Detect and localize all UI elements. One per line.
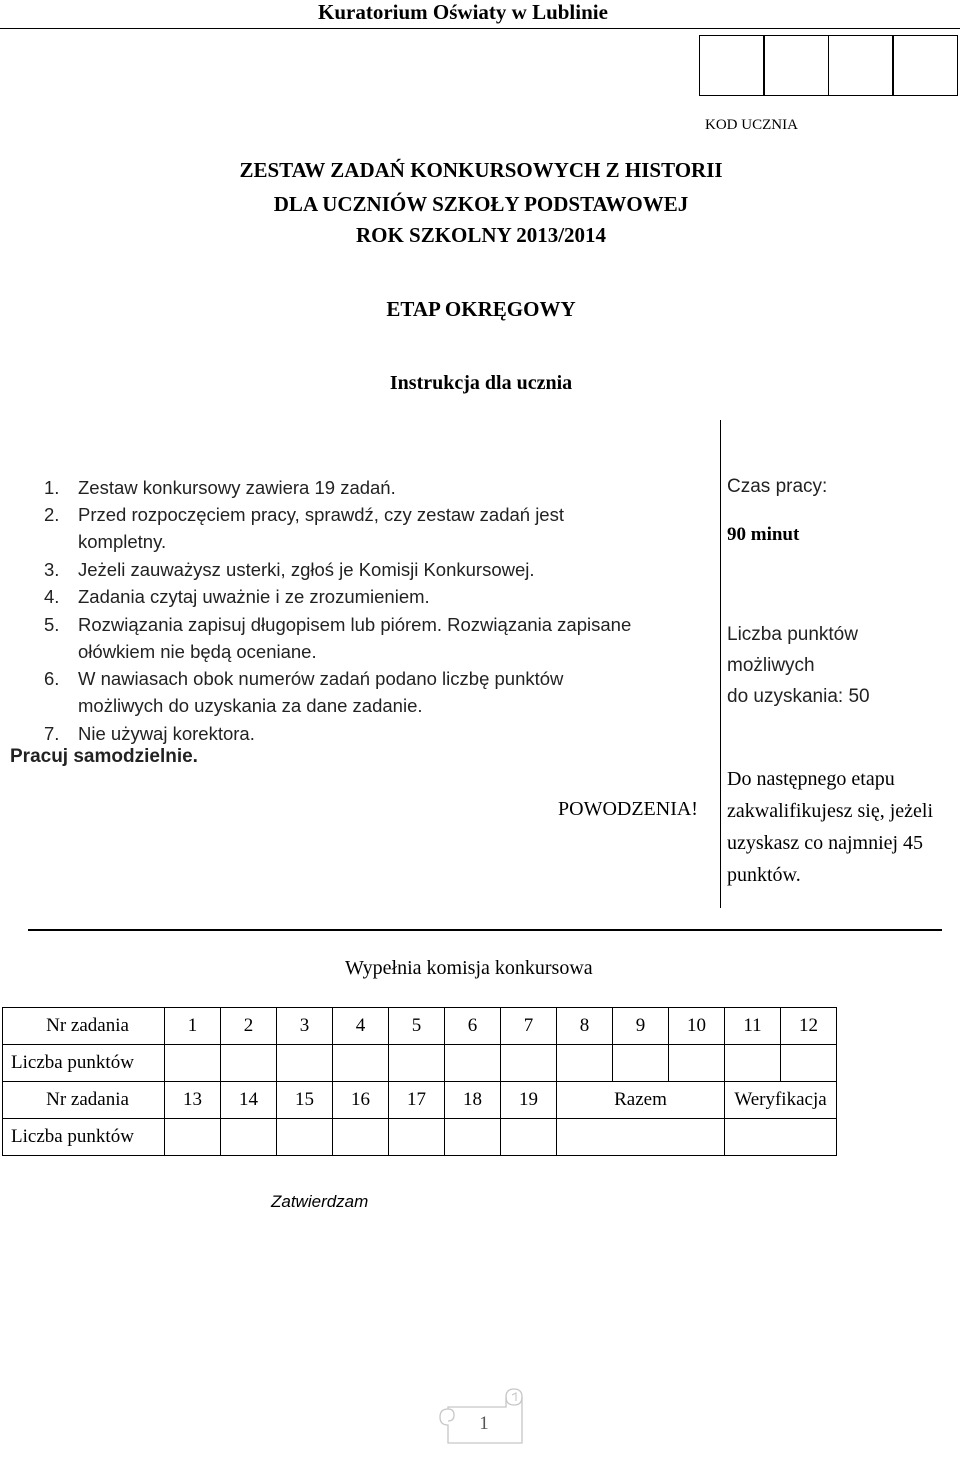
task-number-cell: 17 (389, 1082, 445, 1119)
instruction-text: kompletny. (78, 531, 167, 552)
student-code-box[interactable] (828, 35, 894, 96)
points-row (3, 1119, 837, 1156)
points-cell[interactable] (557, 1045, 613, 1082)
page-number: 1 (479, 1413, 489, 1434)
committee-heading: Wypełnia komisja konkursowa (345, 957, 593, 979)
row-label: Liczba punktów (3, 1119, 165, 1156)
instruction-text: możliwych do uzyskania za dane zadanie. (78, 695, 423, 716)
points-line-3: do uzyskania: 50 (727, 686, 870, 707)
task-number-cell: 16 (333, 1082, 389, 1119)
section-divider (28, 929, 942, 931)
task-number-row (3, 1082, 837, 1119)
points-cell[interactable] (389, 1119, 445, 1156)
row-label: Nr zadania (3, 1008, 165, 1045)
student-code-label: KOD UCZNIA (705, 117, 798, 133)
points-line-1: Liczba punktów (727, 624, 858, 645)
points-cell[interactable] (445, 1119, 501, 1156)
next-stage-line-2: zakwalifikujesz się, jeżeli (727, 800, 934, 822)
points-line-2: możliwych (727, 655, 815, 676)
task-number-cell: 14 (221, 1082, 277, 1119)
time-label: Czas pracy: (727, 476, 828, 497)
points-row (3, 1045, 837, 1082)
points-cell[interactable] (277, 1045, 333, 1082)
points-cell[interactable] (333, 1045, 389, 1082)
student-code-box[interactable] (892, 35, 958, 96)
work-alone-note: Pracuj samodzielnie. (10, 746, 198, 767)
approve-label: Zatwierdzam (271, 1192, 369, 1211)
instruction-text: W nawiasach obok numerów zadań podano liczbę punktów (78, 668, 564, 689)
instruction-number: 4. (44, 586, 60, 607)
verification-cell[interactable] (725, 1119, 837, 1156)
task-number-cell: 2 (221, 1008, 277, 1045)
points-cell[interactable] (165, 1045, 221, 1082)
task-number-cell: 19 (501, 1082, 557, 1119)
task-number-cell: 13 (165, 1082, 221, 1119)
instructions-heading: Instrukcja dla ucznia (389, 372, 573, 394)
student-code-box[interactable] (763, 35, 829, 96)
instruction-number: 6. (44, 668, 60, 689)
points-cell[interactable] (501, 1045, 557, 1082)
student-code-box[interactable] (699, 35, 765, 96)
next-stage-line-1: Do następnego etapu (727, 768, 895, 790)
task-number-cell: 6 (445, 1008, 501, 1045)
task-number-cell: 8 (557, 1008, 613, 1045)
points-cell[interactable] (613, 1045, 669, 1082)
instruction-text: Zadania czytaj uważnie i ze zrozumieniem. (78, 586, 430, 607)
points-cell[interactable] (445, 1045, 501, 1082)
organization-name: Kuratorium Oświaty w Lublinie (318, 0, 608, 24)
instruction-text: Nie używaj korektora. (78, 723, 255, 744)
stage-title: ETAP OKRĘGOWY (386, 297, 576, 321)
task-number-cell: 1 (165, 1008, 221, 1045)
row-label: Liczba punktów (3, 1045, 165, 1082)
points-cell[interactable] (165, 1119, 221, 1156)
total-cell[interactable] (557, 1119, 725, 1156)
points-cell[interactable] (781, 1045, 837, 1082)
points-cell[interactable] (277, 1119, 333, 1156)
page-number-badge (436, 1385, 532, 1445)
instruction-number: 2. (44, 504, 60, 525)
title-line-2: DLA UCZNIÓW SZKOŁY PODSTAWOWEJ (273, 192, 689, 216)
verification-header: Weryfikacja (725, 1082, 837, 1119)
task-number-row (3, 1008, 837, 1045)
task-number-cell: 15 (277, 1082, 333, 1119)
total-header: Razem (557, 1082, 725, 1119)
task-number-cell: 10 (669, 1008, 725, 1045)
points-cell[interactable] (669, 1045, 725, 1082)
points-cell[interactable] (333, 1119, 389, 1156)
student-code-boxes (700, 35, 958, 96)
task-number-cell: 11 (725, 1008, 781, 1045)
task-number-cell: 9 (613, 1008, 669, 1045)
instruction-number: 1. (44, 477, 60, 498)
points-cell[interactable] (501, 1119, 557, 1156)
header-bar (0, 0, 960, 29)
instruction-text: Zestaw konkursowy zawiera 19 zadań. (78, 477, 396, 498)
instruction-number: 3. (44, 559, 60, 580)
good-luck-text: POWODZENIA! (558, 798, 698, 820)
instruction-number: 7. (44, 723, 60, 744)
column-divider (720, 420, 721, 908)
task-number-cell: 7 (501, 1008, 557, 1045)
points-cell[interactable] (221, 1045, 277, 1082)
task-number-cell: 5 (389, 1008, 445, 1045)
next-stage-line-4: punktów. (727, 864, 801, 886)
points-cell[interactable] (725, 1045, 781, 1082)
instruction-text: Przed rozpoczęciem pracy, sprawdź, czy zestaw zadań jest (78, 504, 564, 525)
title-line-3: ROK SZKOLNY 2013/2014 (355, 223, 607, 247)
title-line-1: ZESTAW ZADAŃ KONKURSOWYCH Z HISTORII (239, 158, 723, 182)
task-number-cell: 4 (333, 1008, 389, 1045)
points-cell[interactable] (221, 1119, 277, 1156)
instruction-text: ołówkiem nie będą oceniane. (78, 641, 317, 662)
instruction-text: Jeżeli zauważysz usterki, zgłoś je Komisji Konkursowej. (78, 559, 535, 580)
score-table (2, 1007, 837, 1156)
task-number-cell: 3 (277, 1008, 333, 1045)
row-label: Nr zadania (3, 1082, 165, 1119)
task-number-cell: 12 (781, 1008, 837, 1045)
instruction-number: 5. (44, 614, 60, 635)
instruction-text: Rozwiązania zapisuj długopisem lub piórem. Rozwiązania zapisane (78, 614, 632, 635)
task-number-cell: 18 (445, 1082, 501, 1119)
time-value: 90 minut (727, 524, 800, 545)
points-cell[interactable] (389, 1045, 445, 1082)
next-stage-line-3: uzyskasz co najmniej 45 (727, 832, 924, 854)
